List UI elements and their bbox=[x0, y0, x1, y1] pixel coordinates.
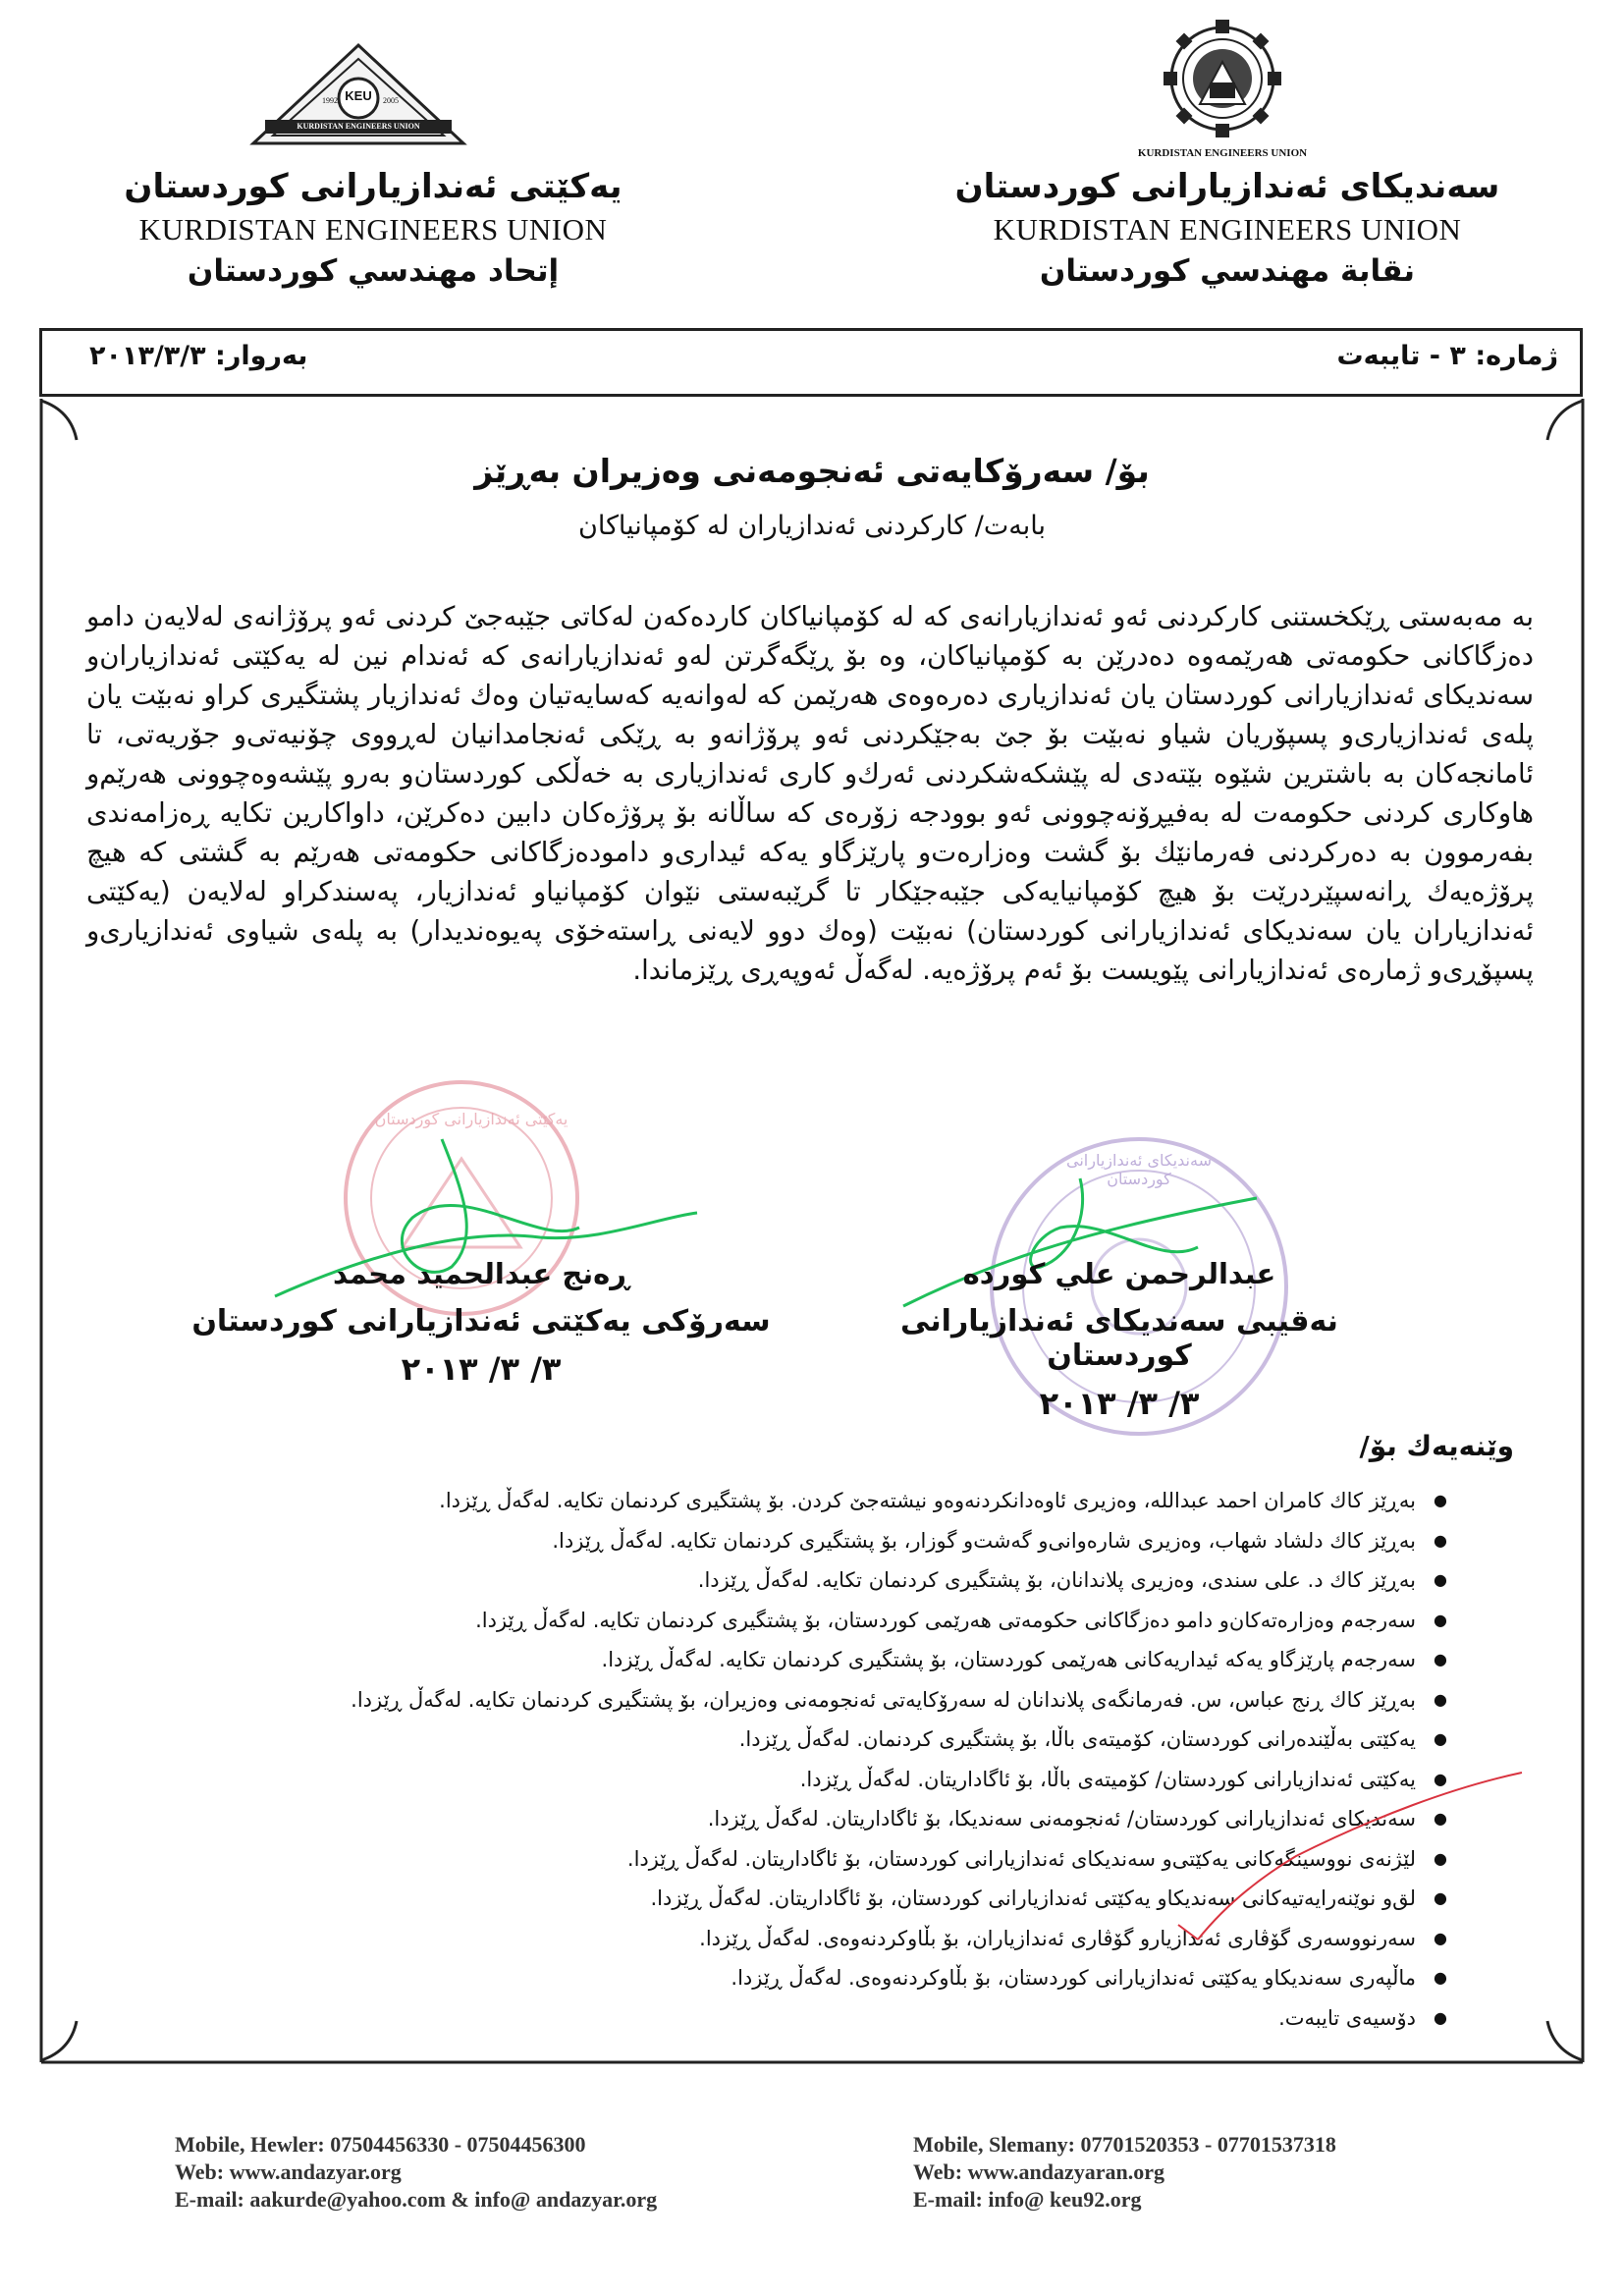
right-signatory-name: عبدالرحمن علي كوردە bbox=[962, 1257, 1276, 1290]
list-item: ● بەڕێز کاك کامران احمد عبدالله، وەزیری ئاوەدانکردنەوەو نیشتەجێ کردن. بۆ پشتگیری کردنمان تکایە. لەگەڵ ڕێزدا. bbox=[210, 1481, 1447, 1521]
list-item: ● لق‌و نوێنەرایەتیەکانی سەندیکاو یەکێتی ئەندازیارانی کوردستان، بۆ ئاگاداریتان. لەگەڵ ڕێزدا. bbox=[210, 1879, 1447, 1919]
reference-date-value: ٢٠١٣/٣/٣ bbox=[89, 341, 206, 371]
reference-date-label: بەروار: bbox=[215, 341, 308, 371]
letter-subject: بابەت/ کارکردنی ئەندازیاران لە کۆمپانیاکان bbox=[578, 511, 1046, 541]
left-logo-text: KEU bbox=[345, 88, 372, 103]
left-kurdish-title: یەکێتی ئەندازیارانی کوردستان bbox=[124, 167, 623, 206]
list-item: ● سەرجەم پارێزگاو یەکە ئیداریەکانی هەرێمی کوردستان، بۆ پشتگیری کردنمان تکایە. لەگەڵ ڕێزدا. bbox=[210, 1640, 1447, 1680]
right-logo-caption: KURDISTAN ENGINEERS UNION bbox=[1137, 147, 1308, 159]
cc-list bbox=[210, 1481, 1447, 2038]
list-item: ● سەرجەم وەزارەتەکان‌و دامو دەزگاکانی حکومەتی هەرێمی کوردستان، بۆ پشتگیری کردنمان تکایە. لەگەڵ ڕێزدا. bbox=[210, 1601, 1447, 1641]
right-signature-block bbox=[825, 1257, 1414, 1422]
list-item: ● دۆسیەی تایبەت. bbox=[210, 1998, 1447, 2039]
footer-left-web: Web: www.andazyar.org bbox=[175, 2159, 402, 2184]
footer-left bbox=[175, 2131, 657, 2214]
reference-number-label: ژمارە: bbox=[1475, 341, 1558, 371]
reference-number-value: ٣ - تایبەت bbox=[1336, 341, 1466, 371]
list-item: ● یەکێتی ئەندازیارانی کوردستان/ کۆمیتەی باڵا، بۆ ئاگاداریتان. لەگەڵ ڕێزدا. bbox=[210, 1760, 1447, 1800]
footer-left-mobile: Mobile, Hewler: 07504456330 - 07504456300 bbox=[175, 2132, 586, 2157]
left-stamp-text: یەکێتی ئەندازیارانی کوردستان bbox=[374, 1110, 568, 1128]
right-kurdish-title: سەندیکای ئەندازیارانی کوردستان bbox=[954, 167, 1500, 206]
left-logo-band: KURDISTAN ENGINEERS UNION bbox=[297, 122, 420, 131]
right-arabic-title: نقابة مهندسي كوردستان bbox=[1039, 253, 1416, 289]
footer-right-email: E-mail: info@ keu92.org bbox=[913, 2187, 1142, 2212]
footer-right-mobile: Mobile, Slemany: 07701520353 - 07701537318 bbox=[913, 2132, 1336, 2157]
list-item: ● بەڕێز کاك ڕنج عباس، س. فەرمانگەی پلاندانان لە سەرۆکایەتی ئەنجومەنی وەزیران، بۆ پشتگیری کردنمان تکایە. لەگەڵ ڕێزدا. bbox=[210, 1680, 1447, 1721]
left-logo-year-1: 1992 bbox=[322, 96, 338, 105]
list-item: ● بەڕێز کاك دلشاد شهاب، وەزیری شارەوانی‌و گەشت‌و گوزار، بۆ پشتگیری کردنمان تکایە. لەگەڵ ڕێزدا. bbox=[210, 1521, 1447, 1561]
cc-heading: وێنەیەك بۆ/ bbox=[1359, 1430, 1514, 1462]
footer-right-web: Web: www.andazyaran.org bbox=[913, 2159, 1165, 2184]
left-arabic-title: إتحاد مهندسي كوردستان bbox=[187, 253, 560, 289]
right-stamp-text: سەندیکای ئەندازیارانی کوردستان bbox=[1066, 1151, 1212, 1188]
list-item: ● بەڕێز کاك د. علی سندی، وەزیری پلاندانان، بۆ پشتگیری کردنمان تکایە. لەگەڵ ڕێزدا. bbox=[210, 1560, 1447, 1601]
letter-body: بە مەبەستی ڕێکخستنی کارکردنی ئەو ئەندازیارانەی کە لە کۆمپانیاکان کاردەکەن لەکاتی جێبەجێ کردنی ئەو پرۆژانەی لەلایەن دامو دەزگاکانی حکومەتی هەرێمەوە دەدرێن بە کۆمپانیاکان، وە بۆ ڕێگەگرتن لەو ئەندازیارانەی کە ئەندام نین لە یەکێتی ئەندازیاران‌و سەندیکای ئەندازیارانی کوردستان یان ئەندازیاری دەرەوەی هەرێمن کە لەوانەیە کەسایەتیان وەك ئەندازیار پشتگیری کراو نەبێت یان پلەی ئەندازیاری‌و پسپۆریان شیاو نەبێت بۆ جێ بەجێکردنی ئەو پرۆژانەو بە ڕێکی ئەنجامدانیان لەڕووی چۆنیەتی‌و جۆریەتی، تا ئامانجەکان بە باشترین شێوە بێتەدی لە پێشکەشکردنی ئەرك‌و کاری ئەندازیاری بە خەڵکی کوردستان‌و بەرو پێشەوەچوونی هەرێم‌و هاوکاری کردنی حکومەت لە بەفیڕۆنەچوونی ئەو بوودجە زۆرەی کە ساڵانە بۆ پرۆژەکان دابین دەکرێن، داواکارین تکایە ڕەزامەندی بفەرموون بە دەرکردنی فەرمانێك بۆ گشت وەزارەت‌و پارێزگاو یەکە ئیداری‌و دامودەزگاکانی حکومەتی هەرێم بە گشتی کە هیچ پرۆژەیەك ڕانەسپێردرێت بۆ هیچ کۆمپانیایەکی جێبەجێکار تا گرێبەستی نێوان کۆمپانیاو ئەندازیار، پەسندکراو لەلایەن (یەکێتی ئەندازیاران یان سەندیکای ئەندازیارانی کوردستان) نەبێت (وەك دوو لایەنی ڕاستەخۆی پەیوەندیدار) بە پلەی شیاوی ئەندازیاری‌و پسپۆڕی‌و ژمارەی ئەندازیارانی پێویست بۆ ئەم پرۆژەیە. لەگەڵ ئەوپەڕی ڕێزماندا. bbox=[86, 601, 1534, 986]
left-english-title: KURDISTAN ENGINEERS UNION bbox=[138, 212, 608, 246]
footer-right bbox=[913, 2131, 1336, 2214]
list-item: ● سەندیکای ئەندازیارانی کوردستان/ ئەنجومەنی سەندیکا، بۆ ئاگاداریتان. لەگەڵ ڕێزدا. bbox=[210, 1799, 1447, 1839]
letter-recipient: بۆ/ سەرۆکایەتی ئەنجومەنی وەزیران بەڕێز bbox=[474, 452, 1150, 490]
left-signatory-title: سەرۆکی یەکێتی ئەندازیارانی کوردستان bbox=[191, 1304, 771, 1339]
red-mark-icon bbox=[1159, 1768, 1532, 1944]
list-item: ● لێژنەی نووسینگەکانی یەکێتی‌و سەندیکای ئەندازیارانی کوردستان، بۆ ئاگاداریتان. لەگەڵ ڕێزدا. bbox=[210, 1839, 1447, 1880]
right-signatory-title: نەقیبی سەندیکای ئەندازیارانی کوردستان bbox=[900, 1304, 1338, 1373]
left-logo-year-2: 2005 bbox=[383, 96, 399, 105]
footer-left-email: E-mail: aakurde@yahoo.com & info@ andazyar.org bbox=[175, 2187, 658, 2212]
right-signature-date: ٣/ ٣/ ٢٠١٣ bbox=[1039, 1385, 1200, 1422]
left-signature-date: ٣/ ٣/ ٢٠١٣ bbox=[401, 1350, 562, 1388]
left-signatory-name: ڕەنج عبدالحميد محمد bbox=[332, 1257, 630, 1290]
list-item: ● یەکێتی بەڵێندەرانی کوردستان، کۆمیتەی باڵا، بۆ پشتگیری کردنمان. لەگەڵ ڕێزدا. bbox=[210, 1720, 1447, 1760]
right-english-title: KURDISTAN ENGINEERS UNION bbox=[993, 212, 1462, 246]
left-signature-block bbox=[187, 1257, 776, 1388]
list-item: ● ماڵپەری سەندیکاو یەکێتی ئەندازیارانی کوردستان، بۆ بڵاوکردنەوەی. لەگەڵ ڕێزدا. bbox=[210, 1958, 1447, 1998]
list-item: ● سەرنووسەری گۆڤاری ئەندازیارو گۆڤاری ئەندازیاران، بۆ بڵاوکردنەوەی. لەگەڵ ڕێزدا. bbox=[210, 1919, 1447, 1959]
